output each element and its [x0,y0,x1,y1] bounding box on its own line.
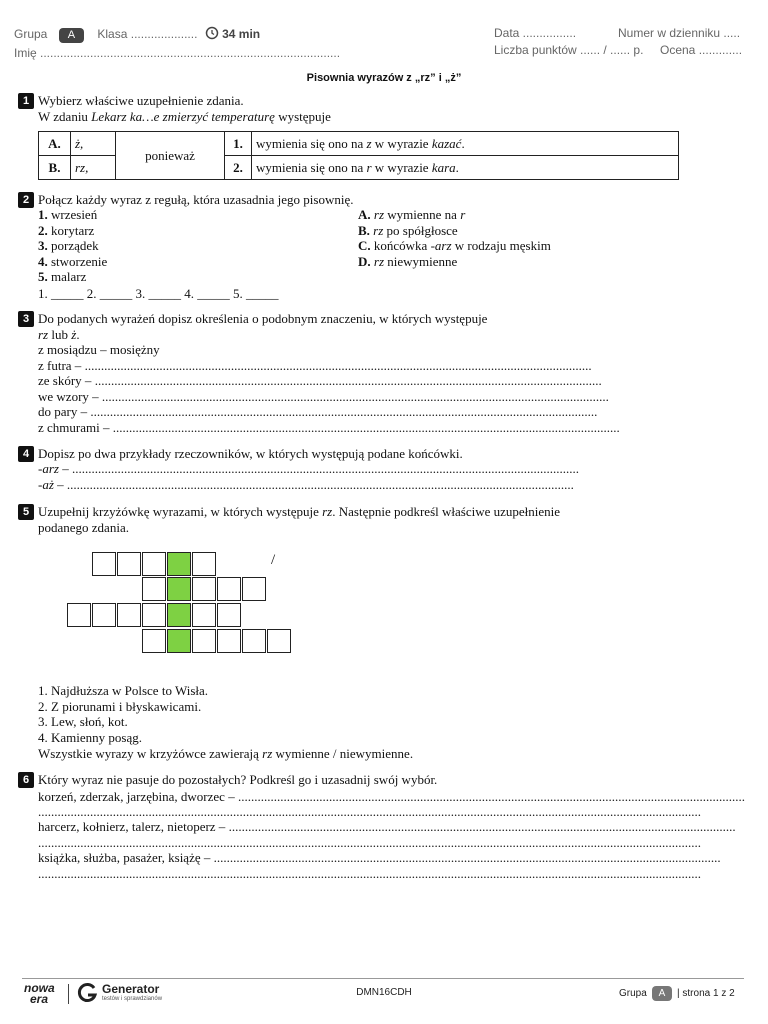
document-code: DMN16CDH [356,987,412,998]
question-number: 3 [18,311,34,327]
crossword-cell[interactable] [67,603,91,627]
q2-word: 3. porządek [38,238,99,253]
page-title: Pisownia wyrazów z „rz” i „ż” [306,72,462,84]
crossword-cell-highlight[interactable] [167,577,191,601]
q2-word: 4. stworzenie [38,254,108,269]
q3-example: z mosiądzu – mosiężny [38,342,160,357]
date-field: Data ................ [494,26,577,40]
crossword-clue: 1. Najdłuższa w Polsce to Wisła. [38,683,209,698]
q4-answer-line[interactable]: -aż – ............................................................................................................................................................ [38,477,574,492]
crossword-cell[interactable] [117,603,141,627]
q4-answer-line[interactable]: -arz – ............................................................................................................................................................ [38,461,579,476]
crossword-cell[interactable] [142,577,166,601]
question-number: 1 [18,93,34,109]
q2-word: 1. wrzesień [38,207,98,222]
q1-sentence: W zdaniu Lekarz ka…e zmierzyć temperaturę występuje [38,109,331,124]
question-number: 5 [18,504,34,520]
q2-word: 2. korytarz [38,223,95,238]
name-field: Imię .......................................................................................... [14,46,341,60]
q6-answer-line[interactable]: ............................................................................................................................................................................................................ [38,866,701,881]
q2-instruction: Połącz każdy wyraz z regułą, która uzasadnia jego pisownię. [38,192,354,207]
option-a[interactable]: ż, [71,132,116,156]
q3-answer-line[interactable]: z futra – ............................................................................................................................................................ [38,358,592,373]
option-1-label: 1. [225,132,252,156]
option-b[interactable]: rz, [71,156,116,180]
crossword-cell[interactable] [142,629,166,653]
q2-rule: C. końcówka -arz w rodzaju męskim [358,238,551,253]
q6-instruction: Który wyraz nie pasuje do pozostałych? Podkreśl go i uzasadnij swój wybór. [38,772,438,787]
group-label: Grupa [14,27,48,41]
q2-rule: B. rz po spółgłosce [358,223,458,238]
footer-divider [22,978,744,979]
q2-rule: A. rz wymienne na r [358,207,466,222]
q1-instruction: Wybierz właściwe uzupełnienie zdania. [38,93,244,108]
crossword-clue: 4. Kamienny posąg. [38,730,142,745]
crossword-cell[interactable] [142,552,166,576]
q6-answer-line[interactable]: harcerz, kołnierz, talerz, nietoperz – ............................................................................................................................................................ [38,819,736,834]
option-a-label: A. [39,132,71,156]
connector: ponieważ [116,132,225,180]
q6-answer-line[interactable]: ............................................................................................................................................................................................................ [38,835,701,850]
diary-number-field: Numer w dzienniku ..... [618,26,741,40]
q5-final-sentence[interactable]: Wszystkie wyrazy w krzyżówce zawierają rz wymienne / niewymienne. [38,746,414,761]
q3-instruction: Do podanych wyrażeń dopisz określenia o podobnym znaczeniu, w których występuje [38,311,488,326]
question-number: 2 [18,192,34,208]
question-number: 6 [18,772,34,788]
q5-instruction-cont: podanego zdania. [38,520,129,535]
nowa-era-logo: nowa era [24,981,55,1006]
q3-answer-line[interactable]: do pary – ............................................................................................................................................................ [38,404,598,419]
generator-subtitle: testów i sprawdzianów [102,996,163,1002]
crossword-cell[interactable] [92,552,116,576]
q3-instruction-cont: rz lub ż. [38,327,80,342]
crossword-cell[interactable] [217,577,241,601]
group-field [14,26,260,43]
q3-answer-line[interactable]: we wzory – ............................................................................................................................................................ [38,389,609,404]
q2-rule: D. rz niewymienne [358,254,458,269]
crossword-clue: 3. Lew, słoń, kot. [38,714,128,729]
q4-instruction: Dopisz po dwa przykłady rzeczowników, w których występują podane końcówki. [38,446,463,461]
q5-instruction: Uzupełnij krzyżówkę wyrazami, w których występuje rz. Następnie podkreśl właściwe uzupełnienie [38,504,561,519]
option-1[interactable]: wymienia się ono na z w wyrazie kazać. [252,132,679,156]
group-badge: A [59,28,84,43]
q3-answer-line[interactable]: ze skóry – ............................................................................................................................................................ [38,373,602,388]
clock-icon [205,27,222,41]
crossword-cell[interactable] [242,577,266,601]
crossword-cell[interactable] [192,603,216,627]
crossword-cell[interactable] [142,603,166,627]
option-b-label: B. [39,156,71,180]
time-limit: 34 min [222,27,261,41]
crossword-cell-highlight[interactable] [167,603,191,627]
crossword-cell[interactable] [117,552,141,576]
q3-answer-line[interactable]: z chmurami – ............................................................................................................................................................ [38,420,620,435]
q2-word: 5. malarz [38,269,87,284]
crossword-clue: 2. Z piorunami i błyskawicami. [38,699,202,714]
crossword-cell-highlight[interactable] [167,629,191,653]
crossword-cell[interactable] [192,629,216,653]
q6-answer-line[interactable]: książka, służba, pasażer, książę – ............................................................................................................................................................ [38,850,721,865]
option-2-label: 2. [225,156,252,180]
q1-choice-table [38,131,679,180]
grade-field: Ocena ............. [660,43,743,57]
points-field: Liczba punktów ...... / ...... p. [494,43,644,57]
q6-answer-line[interactable]: ............................................................................................................................................................................................................ [38,804,701,819]
crossword-cell[interactable] [242,629,266,653]
slash-mark: / [271,552,276,568]
q6-answer-line[interactable]: korzeń, zderzak, jarzębina, dworzec – ............................................................................................................................................................ [38,789,745,804]
generator-title: Generator [102,982,160,996]
crossword-cell[interactable] [267,629,291,653]
class-field: Klasa .................... [97,27,198,41]
crossword-cell[interactable] [192,552,216,576]
question-number: 4 [18,446,34,462]
footer-group-badge: A [652,986,673,1001]
option-2[interactable]: wymienia się ono na r w wyrazie kara. [252,156,679,180]
q2-answer-blanks[interactable]: 1. _____ 2. _____ 3. _____ 4. _____ 5. _____ [38,286,279,301]
footer-page-info: Grupa A | strona 1 z 2 [619,988,735,999]
crossword-cell-highlight[interactable] [167,552,191,576]
crossword-cell[interactable] [217,629,241,653]
crossword-cell[interactable] [192,577,216,601]
crossword-cell[interactable] [92,603,116,627]
crossword-cell[interactable] [217,603,241,627]
